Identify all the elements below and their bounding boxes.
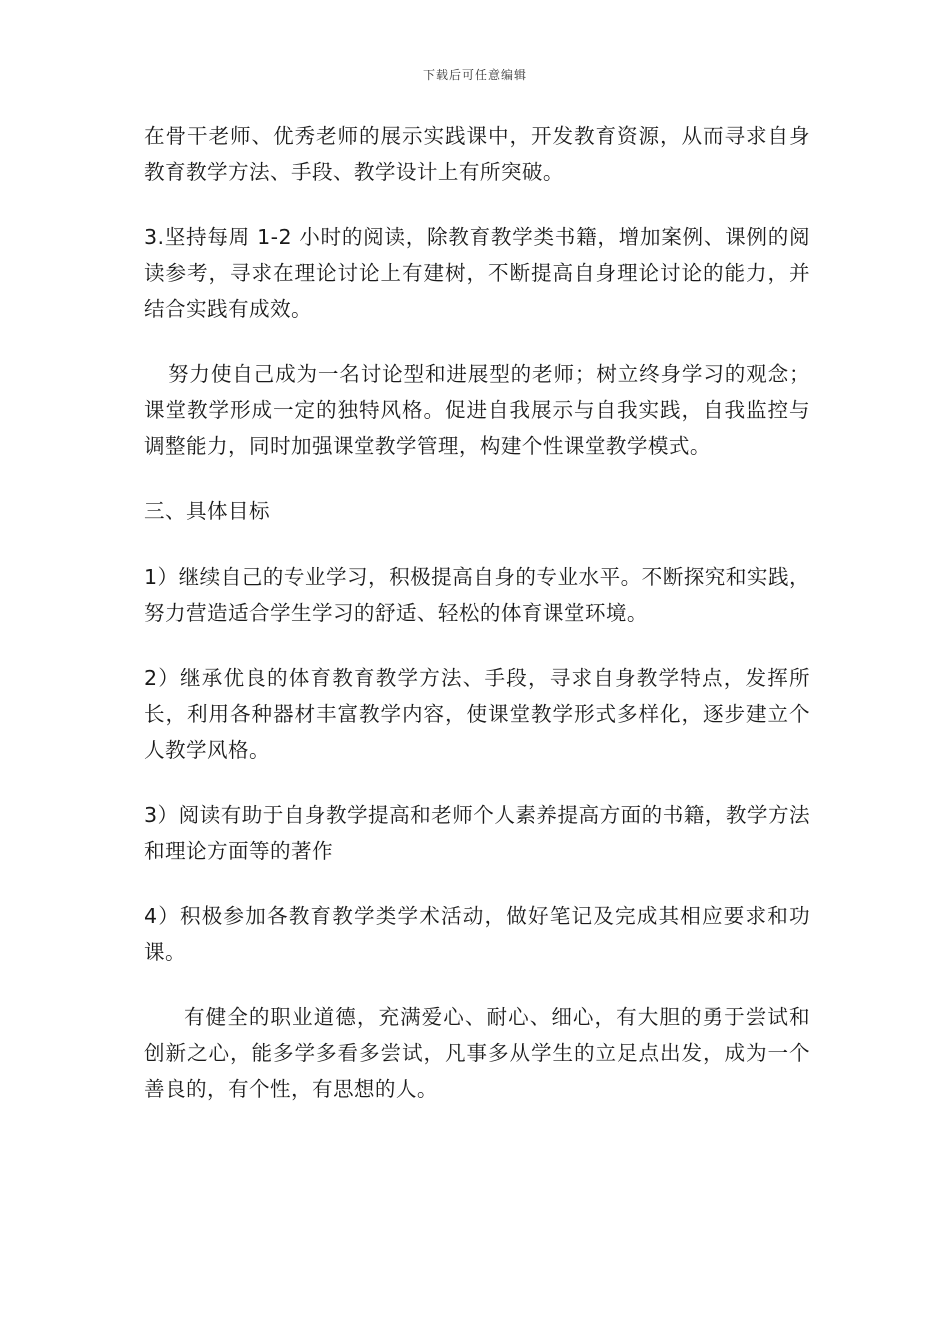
list-item-goal-1: 1）继续自己的专业学习，积极提高自身的专业水平。不断探究和实践，努力营造适合学生学习的舒适、轻松的体育课堂环境。 bbox=[144, 565, 810, 625]
page-header-note: 下载后可任意编辑 bbox=[422, 68, 527, 82]
paragraph-weekly-reading: 3.坚持每周 1-2 小时的阅读，除教育教学类书籍，增加案例、课例的阅读参考，寻求在理论讨论上有建树，不断提高自身理论讨论的能力，并结合实践有成效。 bbox=[144, 225, 810, 321]
paragraph-teaching-breakthrough: 在骨干老师、优秀老师的展示实践课中，开发教育资源，从而寻求自身教育教学方法、手段、教学设计上有所突破。 bbox=[144, 124, 810, 184]
list-item-goal-3: 3）阅读有助于自身教学提高和老师个人素养提高方面的书籍，教学方法和理论方面等的著作 bbox=[144, 803, 810, 863]
document-body bbox=[144, 118, 810, 1136]
section-heading-specific-goals: 三、具体目标 bbox=[144, 499, 270, 523]
list-item-goal-4: 4）积极参加各教育教学类学术活动，做好笔记及完成其相应要求和功课。 bbox=[144, 904, 810, 964]
paragraph-professional-ethics: 有健全的职业道德，充满爱心、耐心、细心，有大胆的勇于尝试和创新之心，能多学多看多尝试，凡事多从学生的立足点出发，成为一个善良的，有个性，有思想的人。 bbox=[144, 1005, 810, 1101]
list-item-goal-2: 2）继承优良的体育教育教学方法、手段，寻求自身教学特点，发挥所长，利用各种器材丰富教学内容，使课堂教学形式多样化，逐步建立个人教学风格。 bbox=[144, 666, 810, 762]
paragraph-teacher-goal: 努力使自己成为一名讨论型和进展型的老师；树立终身学习的观念；课堂教学形成一定的独特风格。促进自我展示与自我实践，自我监控与调整能力，同时加强课堂教学管理，构建个性课堂教学模式。 bbox=[144, 362, 810, 458]
